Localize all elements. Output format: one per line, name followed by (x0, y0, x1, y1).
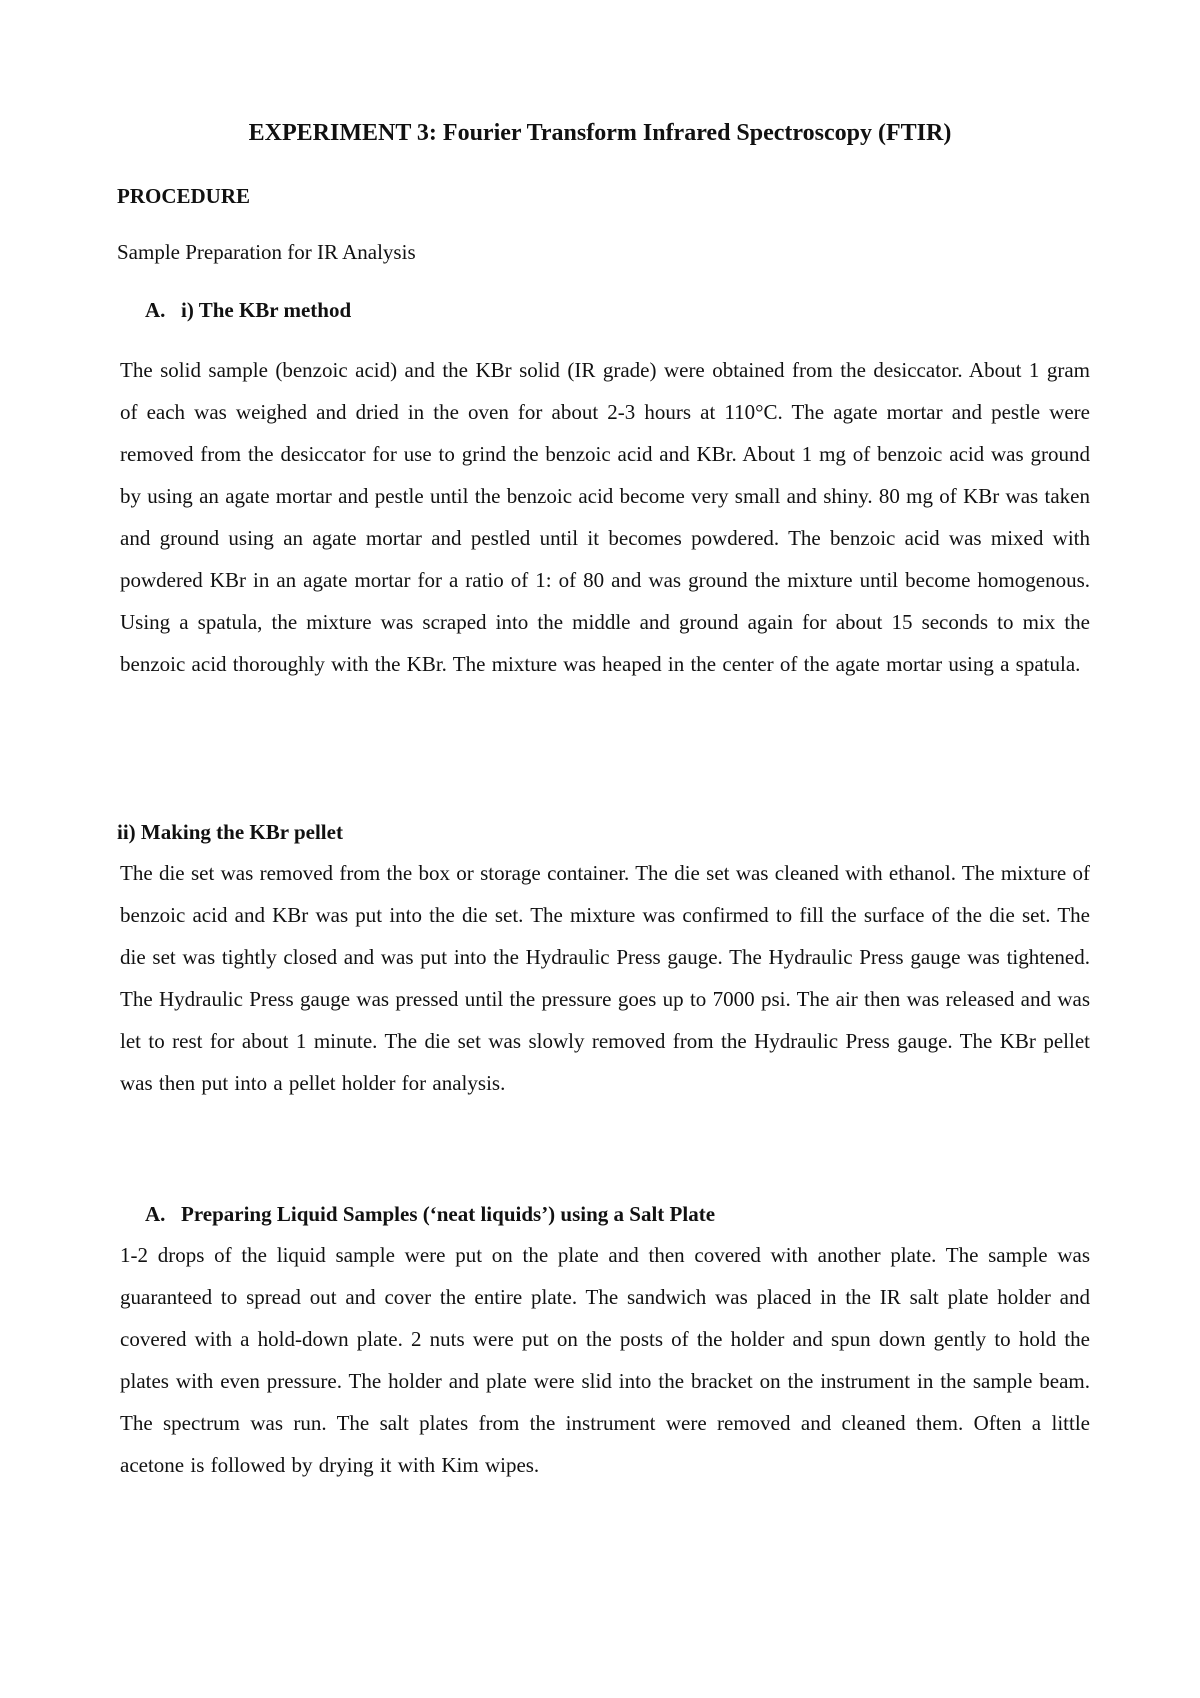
liquid-samples-marker: A. (145, 1202, 166, 1226)
liquid-samples-heading (145, 1200, 715, 1228)
sample-prep-heading: Sample Preparation for IR Analysis (117, 240, 416, 264)
kbr-pellet-paragraph: The die set was removed from the box or storage container. The die set was cleaned with ethanol. The mixture of benzoic acid and KBr was put into the die set. The mixture was confirmed to fill the surface of the die set. The die set was tightly closed and was put into the Hydraulic Press gauge. The Hydraulic Press gauge was tightened. The Hydraulic Press gauge was pressed until the pressure goes up to 7000 psi. The air then was released and was let to rest for about 1 minute. The die set was slowly removed from the Hydraulic Press gauge. The KBr pellet was then put into a pellet holder for analysis. (120, 861, 1090, 1095)
kbr-method-heading (145, 296, 351, 324)
liquid-samples-paragraph: 1-2 drops of the liquid sample were put on the plate and then covered with another plate. The sample was guaranteed to spread out and cover the entire plate. The sandwich was placed in the IR salt plate holder and covered with a hold-down plate. 2 nuts were put on the posts of the holder and spun down gently to hold the plates with even pressure. The holder and plate were slid into the bracket on the instrument in the sample beam. The spectrum was run. The salt plates from the instrument were removed and cleaned them. Often a little acetone is followed by drying it with Kim wipes. (120, 1243, 1090, 1477)
kbr-method-heading-text: i) The KBr method (181, 298, 352, 322)
kbr-method-marker: A. (145, 298, 166, 322)
document-title: EXPERIMENT 3: Fourier Transform Infrared Spectroscopy (FTIR) (248, 120, 952, 146)
liquid-samples-heading-text: Preparing Liquid Samples (‘neat liquids’) using a Salt Plate (181, 1202, 716, 1226)
kbr-method-paragraph: The solid sample (benzoic acid) and the KBr solid (IR grade) were obtained from the desiccator. About 1 gram of each was weighed and dried in the oven for about 2-3 hours at 110°C. The agate mortar and pestle were removed from the desiccator for use to grind the benzoic acid and KBr. About 1 mg of benzoic acid was ground by using an agate mortar and pestle until the benzoic acid become very small and shiny. 80 mg of KBr was taken and ground using an agate mortar and pestled until it becomes powdered. The benzoic acid was mixed with powdered KBr in an agate mortar for a ratio of 1: of 80 and was ground the mixture until become homogenous. Using a spatula, the mixture was scraped into the middle and ground again for about 15 seconds to mix the benzoic acid thoroughly with the KBr. The mixture was heaped in the center of the agate mortar using a spatula. (120, 358, 1090, 676)
procedure-heading: PROCEDURE (117, 184, 251, 208)
kbr-pellet-heading: ii) Making the KBr pellet (117, 820, 343, 844)
